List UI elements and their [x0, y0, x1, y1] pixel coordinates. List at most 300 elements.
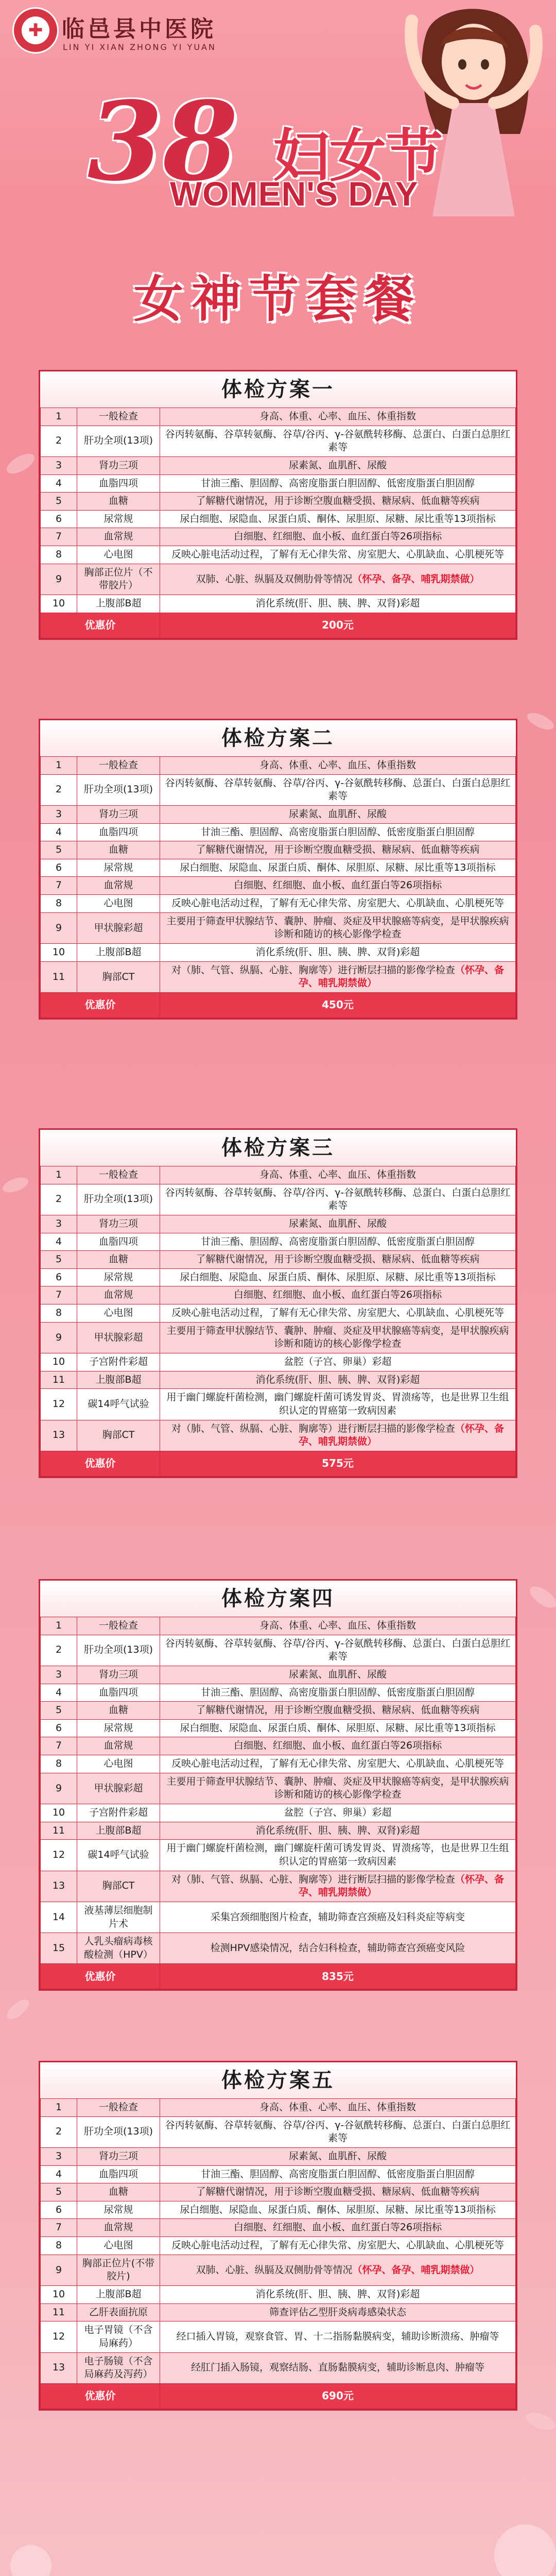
- row-item: 乙肝表面抗原: [77, 2303, 160, 2321]
- description-text: 了解糖代谢情况，用于诊断空腹血糖受损、糖尿病、低血糖等疾病: [196, 844, 480, 856]
- description-text: 尿素氮、血肌酐、尿酸: [288, 2150, 387, 2162]
- description-text: 身高、体重、心率、血压、体重指数: [259, 1620, 416, 1631]
- row-item: 胸部CT: [77, 1420, 160, 1451]
- description-text: 了解糖代谢情况，用于诊断空腹血糖受损、糖尿病、低血糖等疾病: [196, 495, 480, 507]
- row-item: 血糖: [77, 841, 160, 859]
- row-number: 3: [41, 805, 77, 823]
- row-item: 尿常规: [77, 2201, 160, 2219]
- table-row: [41, 1322, 516, 1353]
- description-text: 反映心脏电活动过程，了解有无心律失常、房室肥大、心肌缺血、心肌梗死等: [171, 549, 504, 561]
- warning-note: （怀孕、备孕、哺乳期禁做）: [298, 964, 505, 989]
- description-text: 经肛门插入肠镜，观察结肠、直肠黏膜病变，辅助诊断息肉、肿瘤等: [190, 2362, 484, 2374]
- row-description: [160, 1635, 516, 1666]
- price-row: [41, 992, 516, 1018]
- description-text: 尿白细胞、尿隐血、尿蛋白质、酮体、尿胆原、尿糖、尿比重等13项指标: [180, 1722, 496, 1734]
- row-description: [160, 944, 516, 962]
- table-row: [41, 1353, 516, 1371]
- description-text: 消化系统(肝、胆、胰、脾、双肾)彩超: [255, 2289, 420, 2300]
- table-row: [41, 2183, 516, 2201]
- hospital-logo: ✚: [12, 7, 59, 54]
- row-number: 6: [41, 2201, 77, 2219]
- row-item: 血脂四项: [77, 2165, 160, 2183]
- row-item: 电子肠镜（不含局麻药及泻药）: [77, 2352, 160, 2383]
- table-row: [41, 493, 516, 511]
- row-item: 肾功三项: [77, 1666, 160, 1684]
- description-text: 消化系统(肝、胆、胰、脾、双肾)彩超: [255, 1374, 420, 1385]
- row-description: [160, 1755, 516, 1773]
- table-row: [41, 1304, 516, 1323]
- table-row: [41, 2303, 516, 2321]
- description-text: 了解糖代谢情况，用于诊断空腹血糖受损、糖尿病、低血糖等疾病: [196, 2186, 480, 2198]
- row-description: [160, 2099, 516, 2117]
- description-text: 谷丙转氨酶、谷草转氨酶、谷草/谷丙、γ-谷氨酰转移酶、总蛋白、白蛋白总胆红素等: [165, 1187, 511, 1212]
- description-text: 反映心脏电活动过程，了解有无心律失常、房室肥大、心肌缺血、心肌梗死等: [171, 1758, 504, 1770]
- row-description: [160, 1251, 516, 1269]
- row-item: 血常规: [77, 1286, 160, 1304]
- row-number: 6: [41, 1268, 77, 1286]
- row-number: 5: [41, 1251, 77, 1269]
- row-description: [160, 2303, 516, 2321]
- description-text: 用于幽门螺旋杆菌检测，幽门螺旋杆菌可诱发胃炎、胃溃疡等，也是世界卫生组织认定的胃癌第一致病因素: [166, 1392, 509, 1416]
- table-row: [41, 510, 516, 528]
- row-description: [160, 823, 516, 841]
- description-text: 身高、体重、心率、血压、体重指数: [259, 1169, 416, 1180]
- row-description: [160, 1420, 516, 1451]
- price-row: [41, 2383, 516, 2409]
- row-description: [160, 2183, 516, 2201]
- description-text: 谷丙转氨酶、谷草转氨酶、谷草/谷丙、γ-谷氨酰转移酶、总蛋白、白蛋白总胆红素等: [165, 2119, 511, 2144]
- price-label: 优惠价: [41, 992, 160, 1018]
- description-text: 消化系统(肝、胆、胰、脾、双肾)彩超: [255, 598, 420, 609]
- row-item: 尿常规: [77, 1268, 160, 1286]
- description-text: 尿白细胞、尿隐血、尿蛋白质、酮体、尿胆原、尿糖、尿比重等13项指标: [180, 2204, 496, 2215]
- description-text: 甘油三酯、胆固醇、高密度脂蛋白胆固醇、低密度脂蛋白胆固醇: [200, 1235, 475, 1247]
- row-number: 12: [41, 2321, 77, 2352]
- table-row: [41, 2219, 516, 2237]
- row-description: [160, 1773, 516, 1804]
- description-text: 甘油三酯、胆固醇、高密度脂蛋白胆固醇、低密度脂蛋白胆固醇: [200, 2168, 475, 2180]
- description-text: 采集宫颈细胞图片检查，辅助筛查宫颈癌及妇科炎症等病变: [210, 1911, 465, 1923]
- row-item: 尿常规: [77, 859, 160, 877]
- row-item: 血脂四项: [77, 1233, 160, 1251]
- table-row: [41, 408, 516, 426]
- row-item: 心电图: [77, 895, 160, 913]
- row-description: [160, 528, 516, 546]
- row-description: [160, 1617, 516, 1635]
- description-text: 反映心脏电活动过程，了解有无心律失常、房室肥大、心肌缺血、心肌梗死等: [171, 2240, 504, 2251]
- row-item: 胸部CT: [77, 1871, 160, 1902]
- row-number: 4: [41, 1684, 77, 1702]
- row-description: [160, 595, 516, 613]
- row-number: 11: [41, 2303, 77, 2321]
- row-item: 心电图: [77, 1304, 160, 1323]
- description-text: 对（肺、气管、纵膈、心脏、胸廓等）进行断层扫描的影像学检查: [171, 964, 455, 976]
- description-text: 白细胞、红细胞、血小板、血红蛋白等26项指标: [233, 879, 442, 891]
- row-number: 1: [41, 2099, 77, 2117]
- row-description: [160, 1702, 516, 1720]
- row-description: [160, 2286, 516, 2304]
- description-text: 甘油三酯、胆固醇、高密度脂蛋白胆固醇、低密度脂蛋白胆固醇: [200, 1686, 475, 1698]
- row-description: [160, 1804, 516, 1822]
- row-item: 胸部正位片(不带胶片): [77, 2255, 160, 2285]
- row-description: [160, 510, 516, 528]
- row-item: 血糖: [77, 1251, 160, 1269]
- row-number: 12: [41, 1840, 77, 1871]
- row-number: 4: [41, 2165, 77, 2183]
- table-row: [41, 1635, 516, 1666]
- plan-title: 体检方案二: [40, 720, 516, 756]
- description-text: 经口插入胃镜，观察食管、胃、十二指肠黏膜病变，辅助诊断溃疡、肿瘤等: [176, 2331, 499, 2343]
- row-description: [160, 2165, 516, 2183]
- row-item: 心电图: [77, 2237, 160, 2255]
- table-row: [41, 2286, 516, 2304]
- row-number: 2: [41, 2116, 77, 2147]
- description-text: 尿白细胞、尿隐血、尿蛋白质、酮体、尿胆原、尿糖、尿比重等13项指标: [180, 1271, 496, 1283]
- table-row: [41, 1371, 516, 1389]
- row-item: 人乳头瘤病毒核酸检测（HPV）: [77, 1933, 160, 1964]
- row-item: 血常规: [77, 528, 160, 546]
- row-item: 碳14呼气试验: [77, 1389, 160, 1420]
- row-number: 9: [41, 912, 77, 943]
- row-number: 7: [41, 877, 77, 895]
- table-row: [41, 1840, 516, 1871]
- row-description: [160, 1233, 516, 1251]
- row-number: 13: [41, 2352, 77, 2383]
- row-number: 10: [41, 1353, 77, 1371]
- description-text: 消化系统(肝、胆、胰、脾、双肾)彩超: [255, 946, 420, 958]
- row-description: [160, 2321, 516, 2352]
- row-number: 5: [41, 1702, 77, 1720]
- description-text: 盆腔（子宫、卵巢）彩超: [284, 1356, 392, 1368]
- table-row: [41, 456, 516, 474]
- row-description: [160, 456, 516, 474]
- row-description: [160, 1840, 516, 1871]
- row-item: 液基薄层细胞制片术: [77, 1902, 160, 1933]
- row-item: 子宫附件彩超: [77, 1804, 160, 1822]
- description-text: 了解糖代谢情况，用于诊断空腹血糖受损、糖尿病、低血糖等疾病: [196, 1704, 480, 1716]
- warning-note: （怀孕、备孕、哺乳期禁做）: [298, 1422, 505, 1448]
- plan-title: 体检方案一: [40, 371, 516, 408]
- row-description: [160, 1666, 516, 1684]
- row-description: [160, 546, 516, 564]
- row-number: 3: [41, 456, 77, 474]
- plan-items: [40, 2098, 516, 2409]
- row-description: [160, 1871, 516, 1902]
- table-row: [41, 2352, 516, 2383]
- row-item: 肝功全项(13项): [77, 426, 160, 456]
- table-row: [41, 961, 516, 992]
- row-description: [160, 1822, 516, 1840]
- row-number: 5: [41, 841, 77, 859]
- plan-items: [40, 1617, 516, 1989]
- row-description: [160, 408, 516, 426]
- price-label: 优惠价: [41, 613, 160, 638]
- row-item: 电子胃镜（不含局麻药）: [77, 2321, 160, 2352]
- table-row: [41, 2201, 516, 2219]
- row-description: [160, 841, 516, 859]
- row-item: 心电图: [77, 1755, 160, 1773]
- row-number: 3: [41, 1215, 77, 1233]
- row-item: 血脂四项: [77, 1684, 160, 1702]
- row-description: [160, 493, 516, 511]
- description-text: 双肺、心脏、纵膈及双侧肋骨等情况: [196, 2264, 353, 2276]
- table-row: [41, 1233, 516, 1251]
- row-number: 2: [41, 774, 77, 805]
- table-row: [41, 1737, 516, 1755]
- row-number: 12: [41, 1389, 77, 1420]
- table-row: [41, 1617, 516, 1635]
- row-description: [160, 1286, 516, 1304]
- title-womens-day: WOMEN'S DAY: [170, 175, 419, 213]
- table-row: [41, 426, 516, 456]
- table-row: [41, 564, 516, 595]
- table-row: [41, 1804, 516, 1822]
- row-description: [160, 474, 516, 493]
- table-row: [41, 1902, 516, 1933]
- description-text: 甘油三酯、胆固醇、高密度脂蛋白胆固醇、低密度脂蛋白胆固醇: [200, 477, 475, 489]
- row-number: 7: [41, 1286, 77, 1304]
- plan-title: 体检方案四: [40, 1581, 516, 1617]
- row-description: [160, 1389, 516, 1420]
- row-number: 2: [41, 1635, 77, 1666]
- warning-note: （怀孕、备孕、哺乳期禁做）: [352, 573, 480, 585]
- warning-note: （怀孕、备孕、哺乳期禁做）: [352, 2264, 480, 2276]
- description-text: 白细胞、红细胞、血小板、血红蛋白等26项指标: [233, 1289, 442, 1301]
- description-text: 双肺、心脏、纵膈及双侧肋骨等情况: [196, 573, 353, 585]
- plan-table: [39, 370, 517, 640]
- plan-title: 体检方案三: [40, 1130, 516, 1166]
- plan-title: 体检方案五: [40, 2062, 516, 2098]
- row-item: 胸部正位片（不带胶片）: [77, 564, 160, 595]
- table-row: [41, 1286, 516, 1304]
- row-item: 血常规: [77, 877, 160, 895]
- row-number: 9: [41, 2255, 77, 2285]
- table-row: [41, 1871, 516, 1902]
- table-row: [41, 2255, 516, 2285]
- description-text: 了解糖代谢情况，用于诊断空腹血糖受损、糖尿病、低血糖等疾病: [196, 1253, 480, 1265]
- row-description: [160, 1304, 516, 1323]
- row-item: 肝功全项(13项): [77, 1635, 160, 1666]
- row-number: 1: [41, 408, 77, 426]
- row-item: 血脂四项: [77, 823, 160, 841]
- plan-items: [40, 408, 516, 638]
- table-row: [41, 474, 516, 493]
- row-description: [160, 757, 516, 775]
- description-text: 身高、体重、心率、血压、体重指数: [259, 2102, 416, 2113]
- description-text: 主要用于筛查甲状腺结节、囊肿、肿瘤、炎症及甲状腺癌等病变，是甲状腺疾病诊断和随访的核心影像学检查: [166, 1775, 509, 1801]
- table-row: [41, 595, 516, 613]
- row-description: [160, 912, 516, 943]
- row-number: 10: [41, 1804, 77, 1822]
- row-description: [160, 1371, 516, 1389]
- title-festival: 妇女节: [273, 123, 443, 189]
- row-description: [160, 2147, 516, 2165]
- row-number: 11: [41, 1371, 77, 1389]
- header-banner: [0, 0, 556, 335]
- plan-table: [39, 1128, 517, 1478]
- row-number: 10: [41, 595, 77, 613]
- table-row: [41, 1755, 516, 1773]
- table-row: [41, 1184, 516, 1215]
- row-number: 14: [41, 1902, 77, 1933]
- description-text: 检测HPV感染情况，结合妇科检查，辅助筛查宫颈癌变风险: [210, 1942, 465, 1954]
- warning-note: （怀孕、备孕、哺乳期禁做）: [298, 1873, 505, 1899]
- description-text: 消化系统(肝、胆、胰、脾、双肾)彩超: [255, 1824, 420, 1836]
- row-description: [160, 1184, 516, 1215]
- table-row: [41, 528, 516, 546]
- row-number: 4: [41, 1233, 77, 1251]
- description-text: 尿白细胞、尿隐血、尿蛋白质、酮体、尿胆原、尿糖、尿比重等13项指标: [180, 513, 496, 524]
- table-row: [41, 1719, 516, 1737]
- row-item: 血常规: [77, 2219, 160, 2237]
- table-row: [41, 805, 516, 823]
- plan-items: [40, 1166, 516, 1477]
- row-description: [160, 426, 516, 456]
- table-row: [41, 841, 516, 859]
- row-item: 碳14呼气试验: [77, 1840, 160, 1871]
- row-item: 上腹部B超: [77, 595, 160, 613]
- table-row: [41, 859, 516, 877]
- row-item: 肾功三项: [77, 1215, 160, 1233]
- row-description: [160, 2116, 516, 2147]
- table-row: [41, 774, 516, 805]
- row-item: 尿常规: [77, 1719, 160, 1737]
- table-row: [41, 2147, 516, 2165]
- price-value: 200元: [160, 613, 516, 638]
- row-number: 8: [41, 2237, 77, 2255]
- table-row: [41, 1773, 516, 1804]
- row-description: [160, 1353, 516, 1371]
- price-row: [41, 1451, 516, 1476]
- table-row: [41, 1389, 516, 1420]
- table-row: [41, 1166, 516, 1184]
- row-number: 13: [41, 1871, 77, 1902]
- description-text: 谷丙转氨酶、谷草转氨酶、谷草/谷丙、γ-谷氨酰转移酶、总蛋白、白蛋白总胆红素等: [165, 777, 511, 802]
- row-number: 11: [41, 961, 77, 992]
- table-row: [41, 2165, 516, 2183]
- row-description: [160, 1684, 516, 1702]
- row-number: 8: [41, 895, 77, 913]
- row-item: 血常规: [77, 1737, 160, 1755]
- row-description: [160, 1268, 516, 1286]
- row-number: 6: [41, 859, 77, 877]
- description-text: 主要用于筛查甲状腺结节、囊肿、肿瘤、炎症及甲状腺癌等病变，是甲状腺疾病诊断和随访的核心影像学检查: [166, 1325, 509, 1350]
- row-number: 4: [41, 823, 77, 841]
- row-description: [160, 1322, 516, 1353]
- row-item: 上腹部B超: [77, 1371, 160, 1389]
- table-row: [41, 877, 516, 895]
- hospital-name: 临邑县中医院: [62, 16, 216, 42]
- plan-table: [39, 719, 517, 1020]
- price-label: 优惠价: [41, 1964, 160, 1989]
- row-item: 一般检查: [77, 408, 160, 426]
- description-text: 盆腔（子宫、卵巢）彩超: [284, 1807, 392, 1819]
- table-row: [41, 912, 516, 943]
- row-description: [160, 2352, 516, 2383]
- row-description: [160, 564, 516, 595]
- row-item: 肾功三项: [77, 456, 160, 474]
- table-row: [41, 546, 516, 564]
- row-description: [160, 2201, 516, 2219]
- description-text: 尿素氮、血肌酐、尿酸: [288, 459, 387, 471]
- row-number: 1: [41, 757, 77, 775]
- row-description: [160, 774, 516, 805]
- table-row: [41, 1684, 516, 1702]
- description-text: 反映心脏电活动过程，了解有无心律失常、房室肥大、心肌缺血、心肌梗死等: [171, 897, 504, 909]
- description-text: 反映心脏电活动过程，了解有无心律失常、房室肥大、心肌缺血、心肌梗死等: [171, 1307, 504, 1319]
- row-number: 13: [41, 1420, 77, 1451]
- description-text: 尿素氮、血肌酐、尿酸: [288, 1217, 387, 1229]
- plan-table: [39, 1579, 517, 1991]
- row-number: 8: [41, 546, 77, 564]
- row-description: [160, 859, 516, 877]
- price-value: 690元: [160, 2383, 516, 2409]
- row-item: 肾功三项: [77, 805, 160, 823]
- description-text: 白细胞、红细胞、血小板、血红蛋白等26项指标: [233, 2222, 442, 2233]
- row-number: 4: [41, 474, 77, 493]
- row-item: 甲状腺彩超: [77, 1322, 160, 1353]
- table-row: [41, 1822, 516, 1840]
- price-value: 575元: [160, 1451, 516, 1476]
- row-description: [160, 2219, 516, 2237]
- description-text: 尿白细胞、尿隐血、尿蛋白质、酮体、尿胆原、尿糖、尿比重等13项指标: [180, 861, 496, 873]
- row-description: [160, 1719, 516, 1737]
- row-number: 15: [41, 1933, 77, 1964]
- table-row: [41, 1215, 516, 1233]
- row-number: 3: [41, 2147, 77, 2165]
- description-text: 筛查评估乙型肝炎病毒感染状态: [269, 2306, 406, 2318]
- price-row: [41, 1964, 516, 1989]
- price-row: [41, 613, 516, 638]
- row-item: 肝功全项(13项): [77, 1184, 160, 1215]
- table-row: [41, 1702, 516, 1720]
- price-value: 450元: [160, 992, 516, 1018]
- row-description: [160, 1737, 516, 1755]
- row-number: 9: [41, 1773, 77, 1804]
- row-item: 上腹部B超: [77, 2286, 160, 2304]
- row-number: 1: [41, 1617, 77, 1635]
- row-item: 上腹部B超: [77, 1822, 160, 1840]
- row-description: [160, 1215, 516, 1233]
- row-item: 一般检查: [77, 1166, 160, 1184]
- row-number: 10: [41, 944, 77, 962]
- row-description: [160, 2255, 516, 2285]
- table-row: [41, 1420, 516, 1451]
- title-package: 女神节套餐: [134, 270, 422, 328]
- description-text: 白细胞、红细胞、血小板、血红蛋白等26项指标: [233, 531, 442, 543]
- row-description: [160, 2237, 516, 2255]
- row-number: 7: [41, 1737, 77, 1755]
- table-row: [41, 1933, 516, 1964]
- table-row: [41, 1268, 516, 1286]
- description-text: 尿素氮、血肌酐、尿酸: [288, 808, 387, 820]
- table-row: [41, 2237, 516, 2255]
- row-item: 一般检查: [77, 1617, 160, 1635]
- row-number: 9: [41, 1322, 77, 1353]
- description-text: 谷丙转氨酶、谷草转氨酶、谷草/谷丙、γ-谷氨酰转移酶、总蛋白、白蛋白总胆红素等: [165, 1637, 511, 1663]
- title-38: 38: [88, 78, 238, 205]
- row-number: 1: [41, 1166, 77, 1184]
- row-item: 子宫附件彩超: [77, 1353, 160, 1371]
- price-value: 835元: [160, 1964, 516, 1989]
- table-row: [41, 1251, 516, 1269]
- table-row: [41, 757, 516, 775]
- row-number: 2: [41, 1184, 77, 1215]
- row-item: 血糖: [77, 493, 160, 511]
- table-row: [41, 944, 516, 962]
- table-row: [41, 1666, 516, 1684]
- plan-items: [40, 756, 516, 1018]
